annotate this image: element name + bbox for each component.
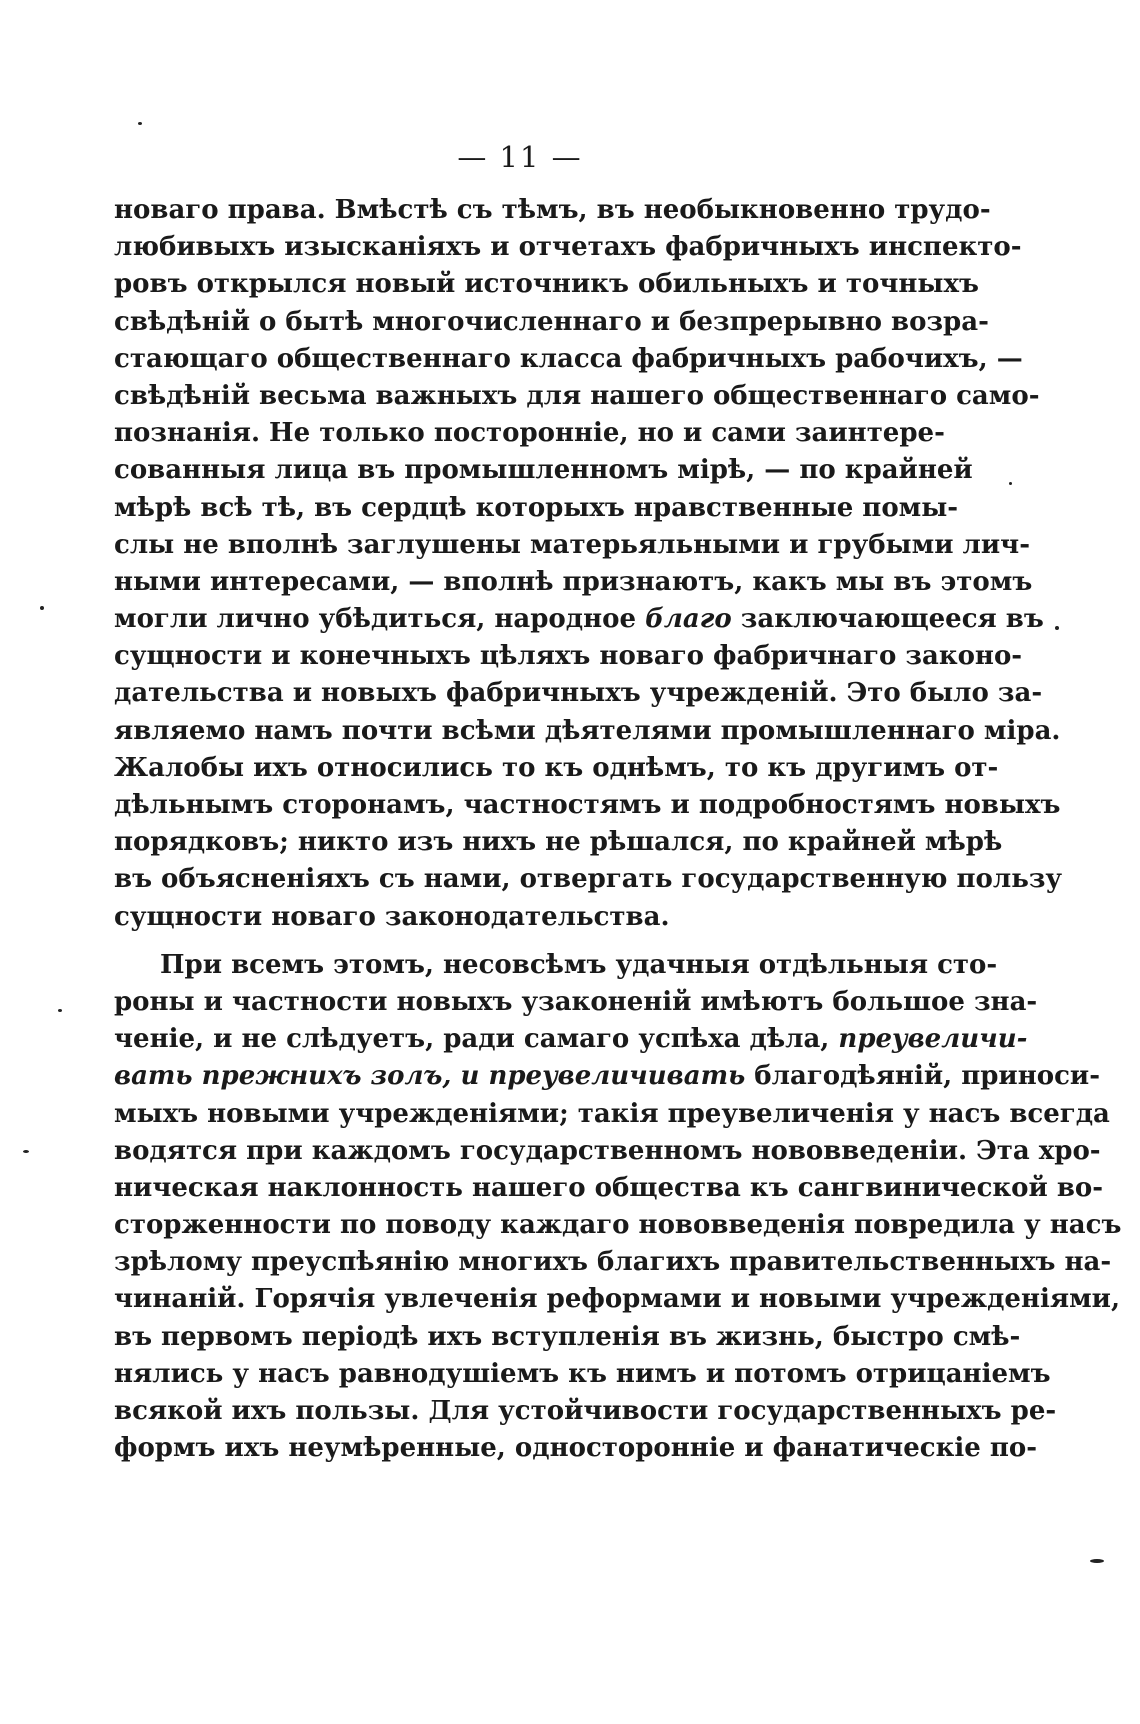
text-line: стающаго общественнаго класса фабричныхъ рабочихъ, —	[114, 343, 1023, 374]
print-speck	[23, 1150, 29, 1153]
text-line: порядковъ; никто изъ нихъ не рѣшался, по крайней мѣрѣ	[114, 827, 1003, 858]
text-line: ными интересами, — вполнѣ признаютъ, какъ мы въ этомъ	[114, 566, 1033, 597]
text-line: сущности новаго законодательства.	[114, 901, 670, 932]
paragraph-2	[114, 947, 1122, 1468]
print-speck	[1009, 482, 1012, 485]
text-line: свѣдѣній о бытѣ многочисленнаго и безпрерывно возра-	[114, 306, 989, 337]
text-line: всякой ихъ пользы. Для устойчивости государственныхъ ре-	[114, 1396, 1057, 1426]
text-line: сованныя лица въ промышленномъ мірѣ, — по крайней	[114, 455, 973, 486]
text-line: зрѣлому преуспѣянію многихъ благихъ правительственныхъ на-	[114, 1247, 1112, 1278]
text-line: водятся при каждомъ государственномъ нововведеніи. Эта хро-	[114, 1135, 1101, 1166]
text-line: новаго права. Вмѣстѣ съ тѣмъ, въ необыкновенно трудо-	[114, 195, 991, 225]
body-text	[114, 192, 1122, 1467]
text-line: Жалобы ихъ относились то къ однѣмъ, то къ другимъ от-	[114, 752, 999, 783]
paragraph-gap	[114, 936, 944, 947]
text-line: любивыхъ изысканіяхъ и отчетахъ фабричныхъ инспекто-	[114, 232, 1022, 263]
paragraph-1	[114, 192, 1063, 936]
text-line: роны и частности новыхъ узаконеній имѣютъ большое зна-	[114, 986, 1038, 1017]
text-line: нялись у насъ равнодушіемъ къ нимъ и потомъ отрицаніемъ	[114, 1358, 1051, 1389]
text-line: являемо намъ почти всѣми дѣятелями промышленнаго міра.	[114, 715, 1061, 746]
text-line: свѣдѣній весьма важныхъ для нашего общественнаго само-	[114, 380, 1040, 411]
text-line: дательства и новыхъ фабричныхъ учрежденій. Это было за-	[114, 678, 1043, 709]
text-line: въ первомъ періодѣ ихъ вступленія въ жизнь, быстро смѣ-	[114, 1321, 1021, 1352]
print-speck	[1090, 1559, 1104, 1563]
text-line: мѣрѣ всѣ тѣ, въ сердцѣ которыхъ нравственные помы-	[114, 492, 959, 523]
text-line: ническая наклонность нашего общества къ сангвинической во-	[114, 1172, 1104, 1203]
text-line: сущности и конечныхъ цѣляхъ новаго фабричнаго законо-	[114, 641, 1023, 672]
text-line: вать прежнихъ золъ, и преувеличивать благодѣяній, приноси-	[114, 1061, 1100, 1092]
text-line: ченіе, и не слѣдуетъ, ради самаго успѣха дѣла, преувеличи-	[114, 1024, 1028, 1055]
print-speck	[58, 1009, 62, 1012]
text-line: формъ ихъ неумѣренные, односторонніе и фанатическіе по-	[114, 1433, 1037, 1464]
text-line: ровъ открылся новый источникъ обильныхъ и точныхъ	[114, 269, 979, 300]
print-speck	[40, 606, 44, 610]
text-line: чинаній. Горячія увлеченія реформами и новыми учрежденіями,	[114, 1284, 1121, 1315]
text-line: дѣльнымъ сторонамъ, частностямъ и подробностямъ новыхъ	[114, 790, 1061, 820]
page-number: — 11 —	[457, 140, 583, 174]
text-line: слы не вполнѣ заглушены матерьяльными и грубыми лич-	[114, 529, 1030, 560]
print-speck	[138, 122, 142, 125]
text-line: въ объясненіяхъ съ нами, отвергать государственную пользу	[114, 864, 1063, 895]
text-line: могли лично убѣдиться, народное благо заключающееся въ	[114, 604, 1044, 635]
print-speck	[1055, 626, 1059, 630]
text-line: При всемъ этомъ, несовсѣмъ удачныя отдѣльныя сто-	[160, 949, 998, 980]
text-line: сторженности по поводу каждаго нововведенія повредила у насъ	[114, 1210, 1122, 1241]
text-line: познанія. Не только посторонніе, но и сами заинтере-	[114, 418, 945, 449]
text-line: мыхъ новыми учрежденіями; такія преувеличенія у насъ всегда	[114, 1098, 1110, 1129]
